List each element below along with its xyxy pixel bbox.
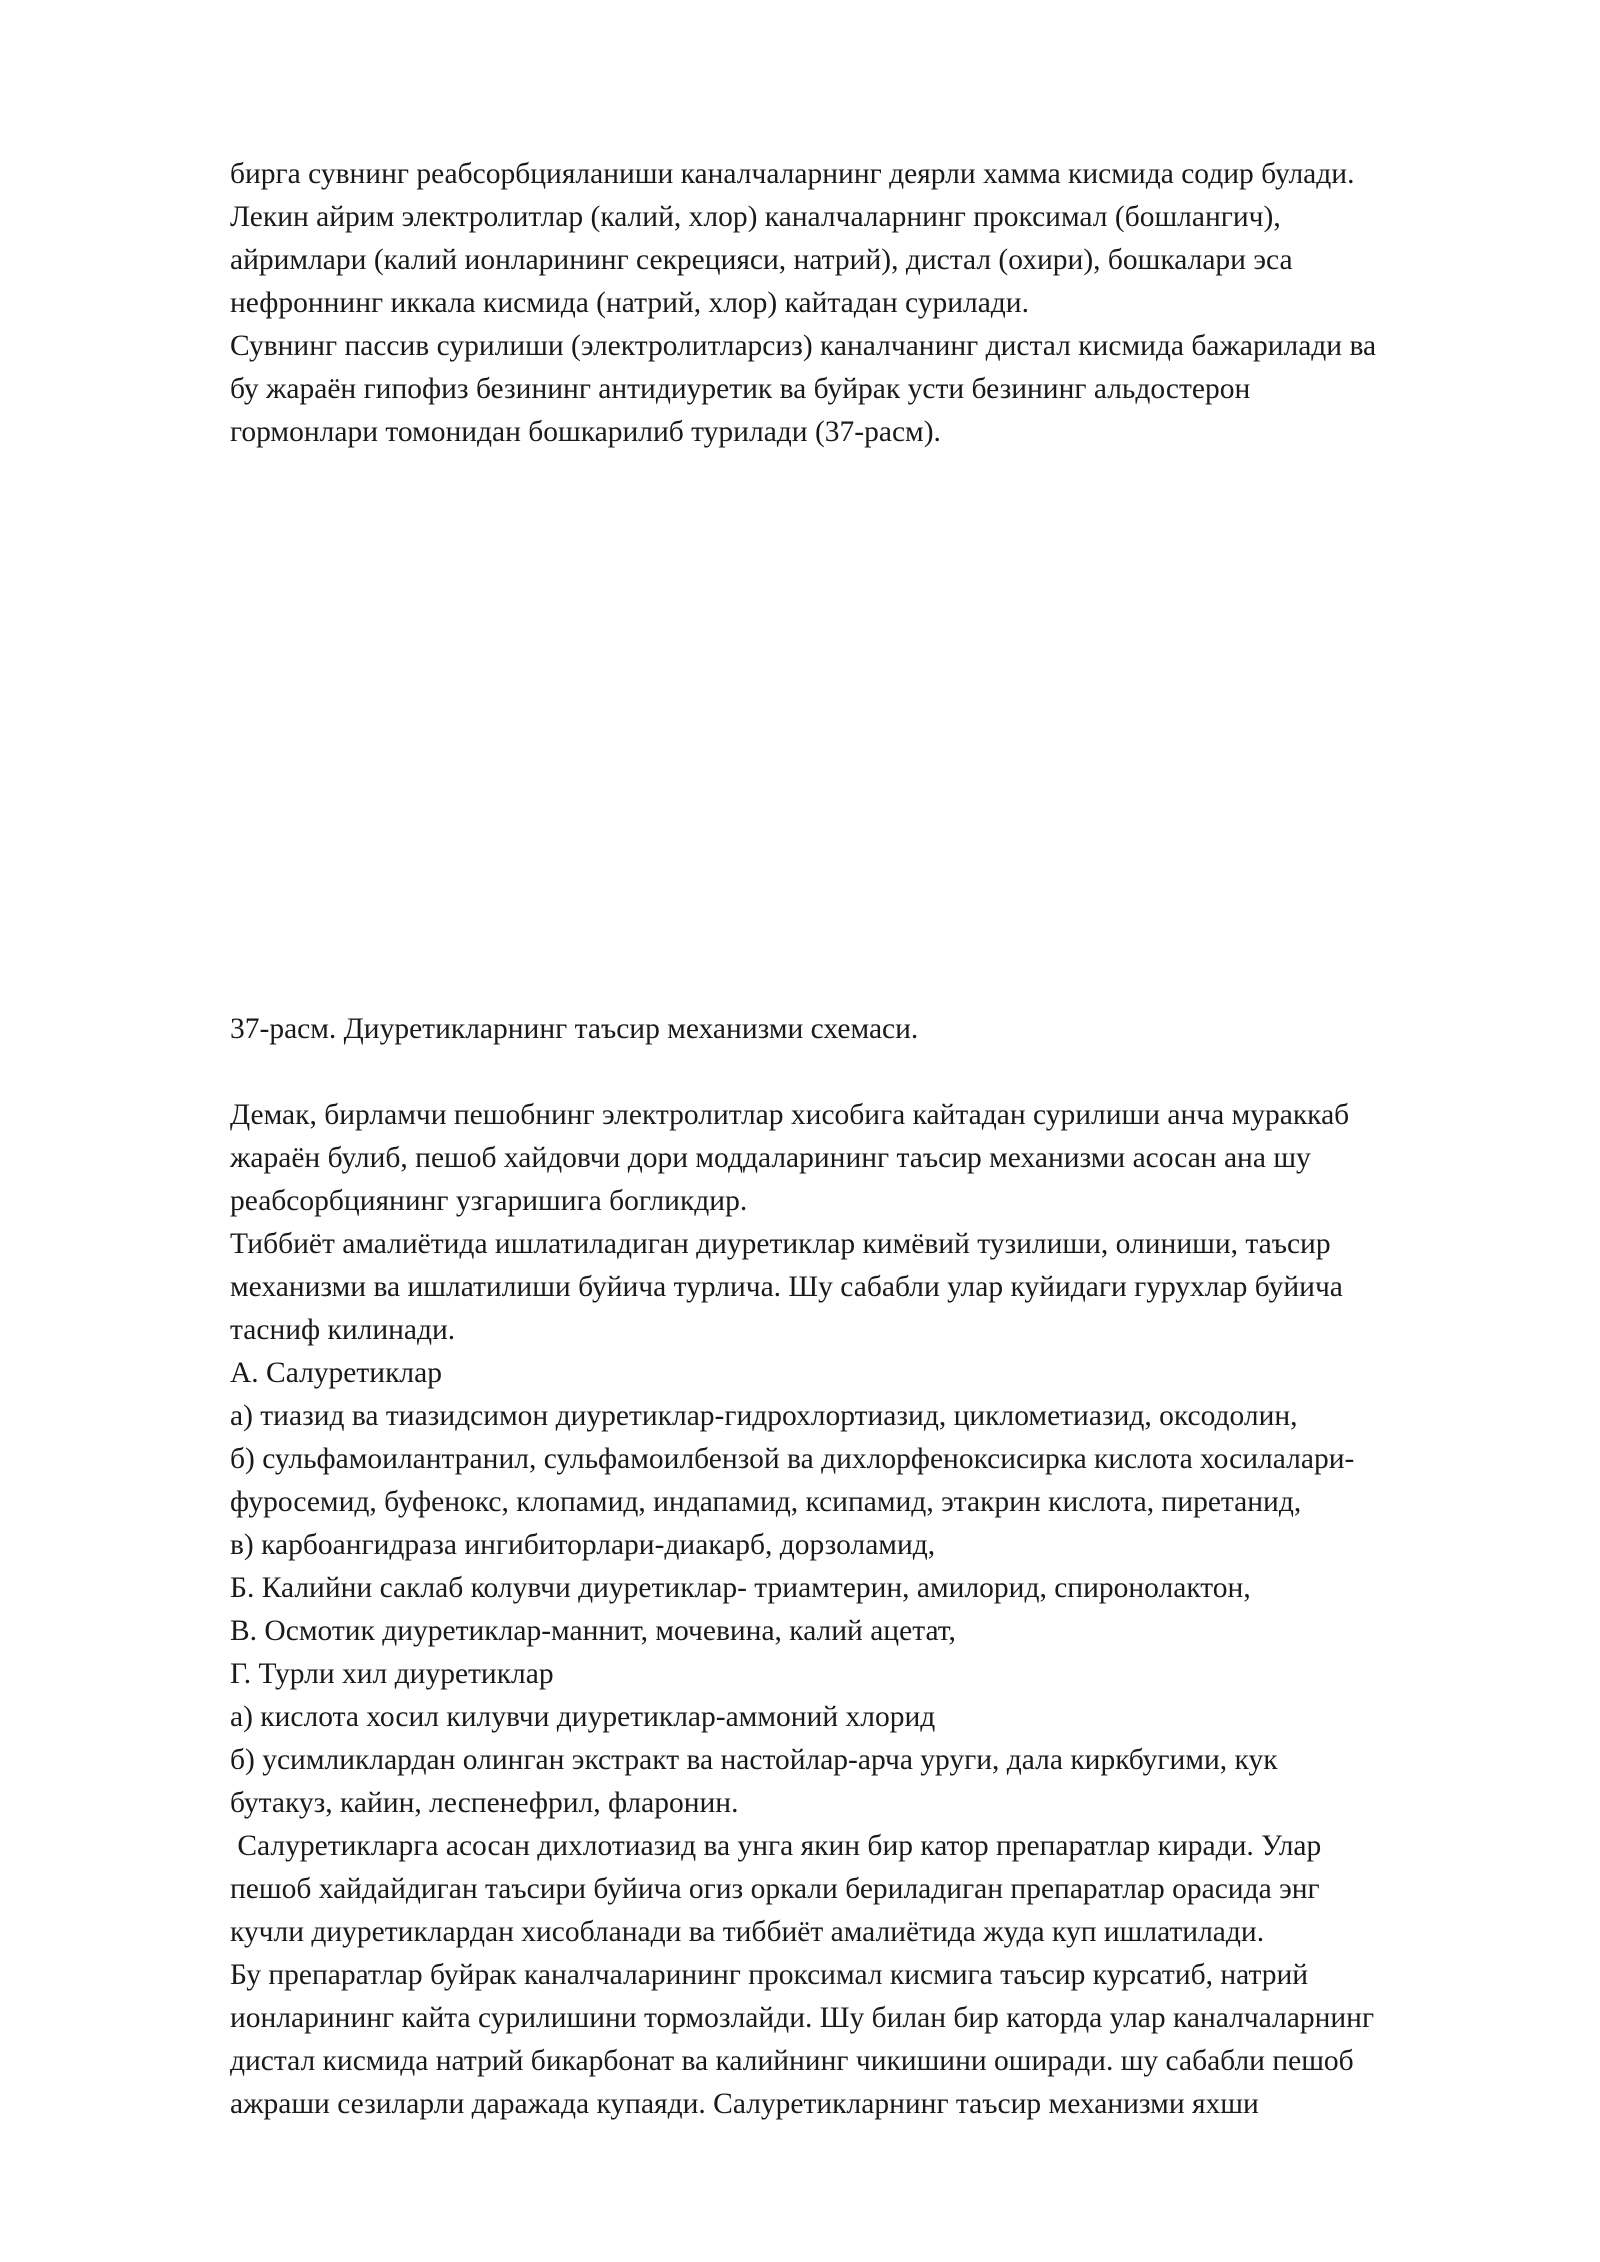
list-heading: Б. Калийни саклаб колувчи диуретиклар- триамтерин, амилорид, спиронолактон, [230, 1572, 1251, 1604]
text-line: механизми ва ишлатилиши буйича турлича. Шу сабабли улар куйидаги гурухлар буйича [230, 1271, 1343, 1303]
text-line: реабсорбциянинг узгаришига богликдир. [230, 1185, 748, 1217]
text-line: Салуретикларга асосан дихлотиазид ва унга якин бир катор препаратлар киради. Улар [230, 1830, 1322, 1862]
text-line: нефроннинг иккала кисмида (натрий, хлор) кайтадан сурилади. [230, 287, 1029, 319]
list-item: б) сульфамоилантранил, сульфамоилбензой ва дихлорфеноксисирка кислота хосилалари- [230, 1443, 1355, 1475]
paragraph-main [230, 1094, 1530, 2126]
text-line: Бу препаратлар буйрак каналчаларининг проксимал кисмига таъсир курсатиб, натрий [230, 1959, 1309, 1991]
list-item: б) усимликлардан олинган экстракт ва настойлар-арча уруги, дала киркбугими, кук [230, 1744, 1278, 1776]
text-line: Демак, бирламчи пешобнинг электролитлар хисобига кайтадан сурилиши анча мураккаб [230, 1099, 1350, 1131]
text-line: тасниф килинади. [230, 1314, 456, 1346]
text-line: Тиббиёт амалиётида ишлатиладиган диуретиклар кимёвий тузилиши, олиниши, таъсир [230, 1228, 1331, 1260]
text-line: Лекин айрим электролитлар (калий, хлор) каналчаларнинг проксимал (бошлангич), [230, 201, 1281, 233]
list-heading: А. Салуретиклар [230, 1357, 442, 1389]
list-item: а) тиазид ва тиазидсимон диуретиклар-гидрохлортиазид, циклометиазид, оксодолин, [230, 1400, 1298, 1432]
text-line: бу жараён гипофиз безининг антидиуретик ва буйрак усти безининг альдостерон [230, 373, 1251, 405]
text-line: дистал кисмида натрий бикарбонат ва калийнинг чикишини оширади. шу сабабли пешоб [230, 2045, 1354, 2077]
text-line: Сувнинг пассив сурилиши (электролитларсиз) каналчанинг дистал кисмида бажарилади ва [230, 330, 1377, 362]
text-line: жараён булиб, пешоб хайдовчи дори моддаларининг таъсир механизми асосан ана шу [230, 1142, 1311, 1174]
text-line: ионларининг кайта сурилишини тормозлайди. Шу билан бир каторда улар каналчаларнинг [230, 2002, 1375, 2034]
figure-caption: 37-расм. Диуретикларнинг таъсир механизми схемаси. [230, 1013, 919, 1045]
paragraph-top [230, 153, 1530, 454]
text-line: бирга сувнинг реабсорбцияланиши каналчаларнинг деярли хамма кисмида содир булади. [230, 158, 1355, 190]
figure-caption-block [230, 1008, 1530, 1051]
text-line: айримлари (калий ионларининг секрецияси, натрий), дистал (охири), бошкалари эса [230, 244, 1293, 276]
list-heading: Г. Турли хил диуретиклар [230, 1658, 554, 1690]
list-heading: В. Осмотик диуретиклар-маннит, мочевина, калий ацетат, [230, 1615, 956, 1647]
text-line: ажраши сезиларли даражада купаяди. Салуретикларнинг таъсир механизми яхши [230, 2088, 1259, 2120]
text-line: кучли диуретиклардан хисобланади ва тиббиёт амалиётида жуда куп ишлатилади. [230, 1916, 1265, 1948]
text-line: пешоб хайдайдиган таъсири буйича огиз оркали бериладиган препаратлар орасида энг [230, 1873, 1320, 1905]
text-line: гормонлари томонидан бошкарилиб турилади (37-расм). [230, 416, 941, 448]
list-item: бутакуз, кайин, леспенефрил, фларонин. [230, 1787, 739, 1819]
list-item: фуросемид, буфенокс, клопамид, индапамид, ксипамид, этакрин кислота, пиретанид, [230, 1486, 1302, 1518]
list-item: а) кислота хосил килувчи диуретиклар-аммоний хлорид [230, 1701, 936, 1733]
list-item: в) карбоангидраза ингибиторлари-диакарб, дорзоламид, [230, 1529, 936, 1561]
